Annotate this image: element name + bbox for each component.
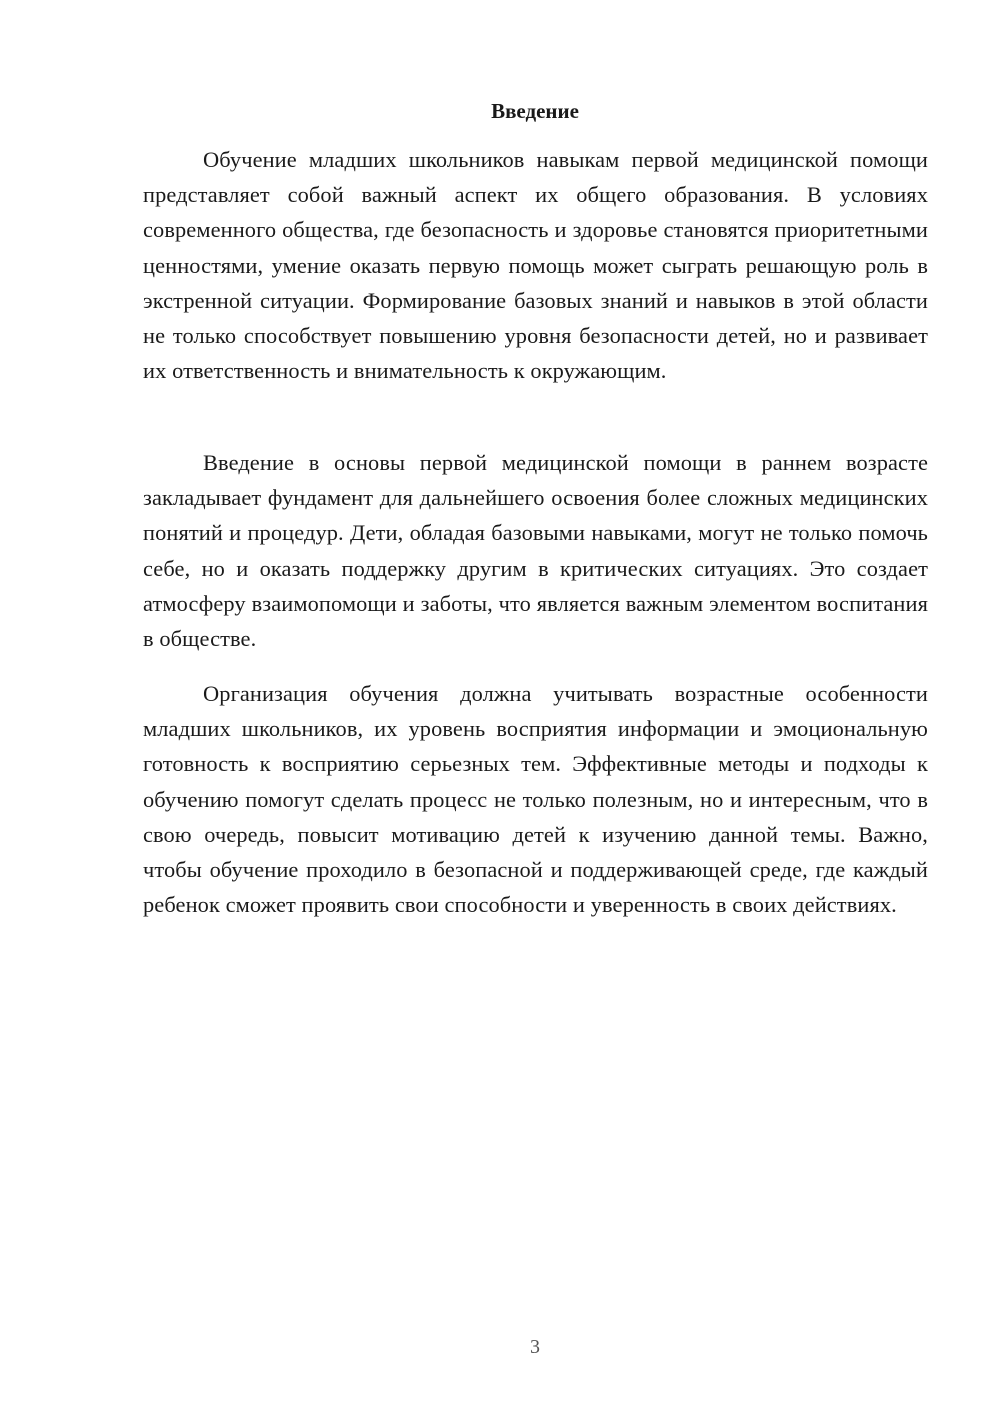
paragraph-2: Введение в основы первой медицинской помощи в раннем возрасте закладывает фундамент для дальнейшего освоения более сложных медицинских понятий и процедур. Дети, обладая базовыми навыками, могут не только помочь себе, но и оказать поддержку другим в критических ситуациях. Это создает атмосферу взаимопомощи и заботы, что является важным элементом воспитания в обществе. (143, 450, 928, 652)
page-number: 3 (530, 1336, 540, 1358)
paragraph-1: Обучение младших школьников навыкам первой медицинской помощи представляет собой важный аспект их общего образования. В условиях современного общества, где безопасность и здоровье становятся приоритетными ценностями, умение оказать первую помощь может сыграть решающую роль в экстренной ситуации. Формирование базовых знаний и навыков в этой области не только способствует повышению уровня безопасности детей, но и развивает их ответственность и внимательность к окружающим. (143, 147, 928, 384)
page-title: Введение (491, 99, 579, 123)
paragraph-3: Организация обучения должна учитывать возрастные особенности младших школьников, их уровень восприятия информации и эмоциональную готовность к восприятию серьезных тем. Эффективные методы и подходы к обучению помогут сделать процесс не только полезным, но и интересным, что в свою очередь, повысит мотивацию детей к изучению данной темы. Важно, чтобы обучение проходило в безопасной и поддерживающей среде, где каждый ребенок сможет проявить свои способности и уверенность в своих действиях. (143, 681, 928, 918)
